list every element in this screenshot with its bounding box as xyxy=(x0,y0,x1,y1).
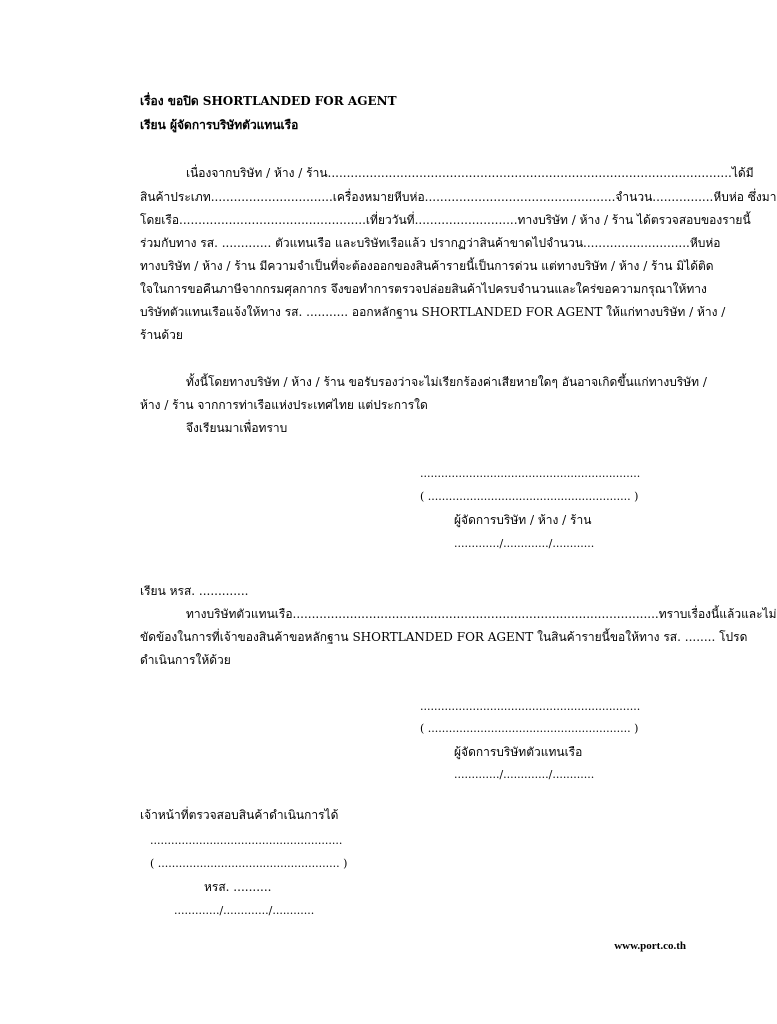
signature-title: ผู้จัดการบริษัทตัวแทนเรือ xyxy=(454,745,583,759)
inspector-title: หรส. .......... xyxy=(204,880,272,894)
assurance-line-2: ห้าง / ร้าน จากการท่าเรือแห่งประเทศไทย แต่ประการใด xyxy=(140,398,428,412)
salutation-line: เรียน ผู้จัดการบริษัทตัวแทนเรือ xyxy=(140,118,299,132)
body-line-3: โดยเรือ.................................................เที่ยววันที่...........................ทางบริษัท / ห้าง / ร้าน ได้ตรวจสอบของรายนี้ xyxy=(140,213,751,227)
agent-line-3: ดำเนินการให้ด้วย xyxy=(140,653,231,667)
body-line-1: เนื่องจากบริษัท / ห้าง / ร้าน..........................................................................................................ได้มี xyxy=(186,166,754,180)
body-line-2: สินค้าประเภท................................เครื่องหมายหีบห่อ..................................................จำนวน................หีบห่อ ซึ่งมา xyxy=(140,190,777,204)
subject-line: เรื่อง ขอปิด SHORTLANDED FOR AGENT xyxy=(140,94,397,108)
body-line-4: ร่วมกับทาง รส. ............. ตัวแทนเรือ และบริษัทเรือแล้ว ปรากฏว่าสินค้าขาดไปจำนวน............................หีบห่อ xyxy=(140,236,721,250)
inspector-heading: เจ้าหน้าที่ตรวจสอบสินค้าดำเนินการได้ xyxy=(140,808,339,822)
assurance-line-1: ทั้งนี้โดยทางบริษัท / ห้าง / ร้าน ขอรับรองว่าจะไม่เรียกร้องค่าเสียหายใดๆ อันอาจเกิดขึ้นแก่ทางบริษัท / xyxy=(186,375,707,389)
signature-title: ผู้จัดการบริษัท / ห้าง / ร้าน xyxy=(454,513,592,527)
signature-date: ............./............./............ xyxy=(174,904,315,917)
body-line-7: บริษัทตัวแทนเรือแจ้งให้ทาง รส. ........... ออกหลักฐาน SHORTLANDED FOR AGENT ให้แก่ทางบริษัท / ห้าง / xyxy=(140,305,726,319)
body-line-8: ร้านด้วย xyxy=(140,328,183,342)
body-line-5: ทางบริษัท / ห้าง / ร้าน มีความจำเป็นที่จะต้องออกของสินค้ารายนี้เป็นการด่วน แต่ทางบริษัท / ห้าง / ร้าน มิได้ติด xyxy=(140,259,714,273)
footer-url: www.port.co.th xyxy=(614,940,686,952)
agent-line-2: ขัดข้องในการที่เจ้าของสินค้าขอหลักฐาน SHORTLANDED FOR AGENT ในสินค้ารายนี้ขอให้ทาง รส. ........ โปรด xyxy=(140,630,748,644)
signature-date: ............./............./............ xyxy=(454,537,595,550)
signature-name-paren: ( .......................................................... ) xyxy=(420,722,639,735)
agent-line-1: ทางบริษัทตัวแทนเรือ................................................................................................ทราบเรื่องนี้แล้วและไม่ xyxy=(186,607,777,621)
signature-dots: ............................................................... xyxy=(420,467,641,480)
closing-line: จึงเรียนมาเพื่อทราบ xyxy=(186,421,288,435)
signature-dots: ....................................................... xyxy=(150,834,343,847)
signature-name-paren: ( .................................................... ) xyxy=(150,857,348,870)
agent-salutation: เรียน หรส. ............. xyxy=(140,584,249,598)
body-line-6: ใจในการขอคืนภาษีจากกรมศุลกากร จึงขอทำการตรวจปล่อยสินค้าไปครบจำนวนและใคร่ขอความกรุณาให้ทาง xyxy=(140,282,707,296)
signature-date: ............./............./............ xyxy=(454,768,595,781)
signature-name-paren: ( .......................................................... ) xyxy=(420,490,639,503)
signature-dots: ............................................................... xyxy=(420,700,641,713)
